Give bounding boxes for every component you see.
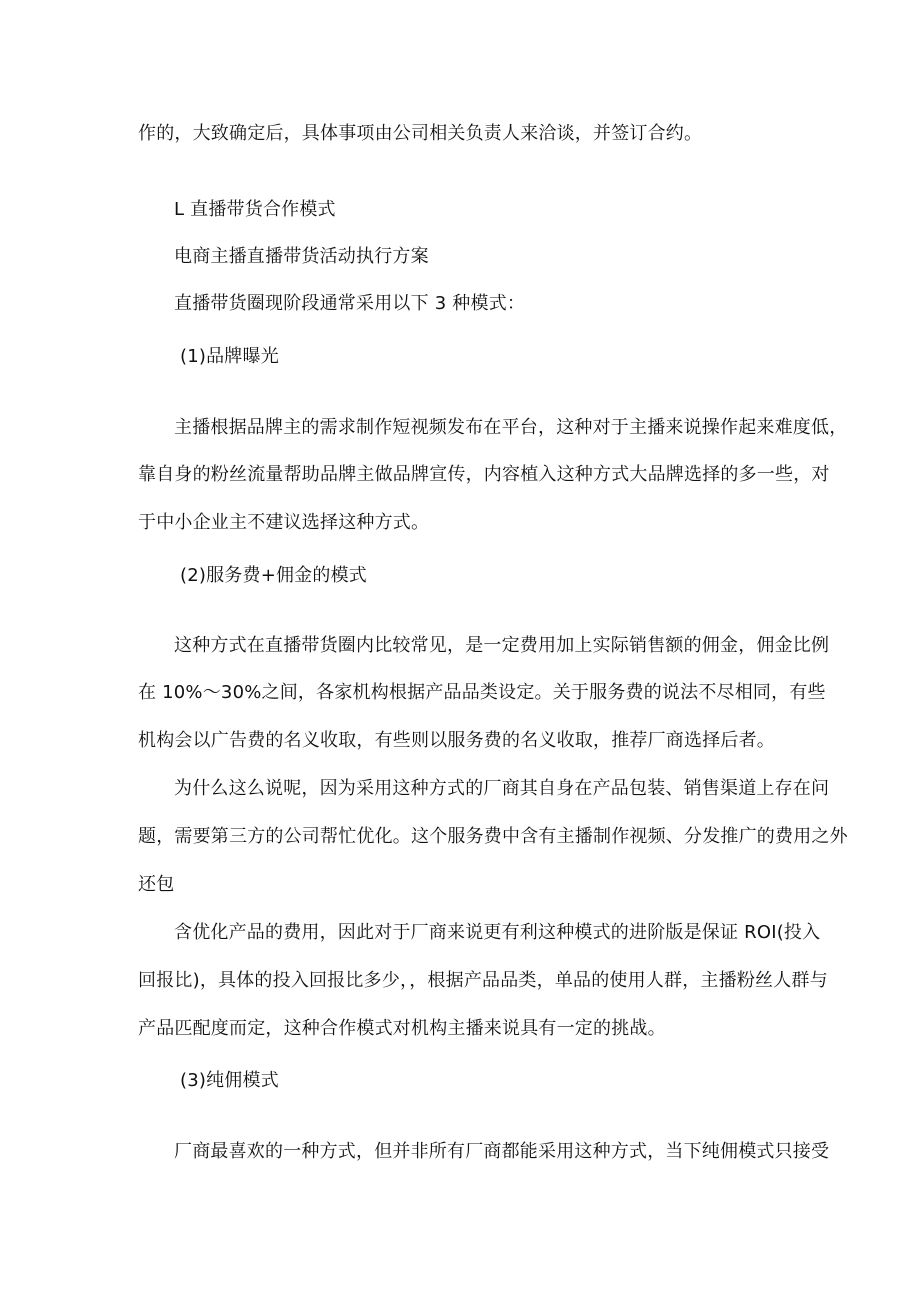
paragraph-line: 厂商最喜欢的一种方式，但并非所有厂商都能采用这种方式，当下纯佣模式只接受 bbox=[174, 1141, 830, 1162]
paragraph-line: 还包 bbox=[138, 874, 175, 895]
paragraph-line: 题，需要第三方的公司帮忙优化。这个服务费中含有主播制作视频、分发推广的费用之外 bbox=[138, 826, 848, 847]
subheading-brand-exposure: (1)品牌曝光 bbox=[180, 346, 279, 367]
paragraph-line: 作的，大致确定后，具体事项由公司相关负责人来洽谈，并签订合约。 bbox=[138, 123, 703, 144]
paragraph-line: 含优化产品的费用，因此对于厂商来说更有利这种模式的进阶版是保证 ROI(投入 bbox=[174, 922, 821, 943]
paragraph-line: 这种方式在直播带货圈内比较常见，是一定费用加上实际销售额的佣金，佣金比例 bbox=[174, 635, 830, 656]
paragraph-line: 在 10%～30%之间，各家机构根据产品品类设定。关于服务费的说法不尽相同，有些 bbox=[138, 682, 826, 703]
document-title: 电商主播直播带货活动执行方案 bbox=[174, 246, 429, 267]
paragraph-line: 为什么这么说呢，因为采用这种方式的厂商其自身在产品包装、销售渠道上存在问 bbox=[174, 778, 830, 799]
paragraph-line: 于中小企业主不建议选择这种方式。 bbox=[138, 512, 430, 533]
paragraph-line: 机构会以广告费的名义收取，有些则以服务费的名义收取，推荐厂商选择后者。 bbox=[138, 730, 775, 751]
subheading-pure-commission: (3)纯佣模式 bbox=[180, 1070, 279, 1091]
subheading-service-fee: (2)服务费+佣金的模式 bbox=[180, 565, 367, 586]
paragraph-line: 回报比)，具体的投入回报比多少，，根据产品品类，单品的使用人群，主播粉丝人群与 bbox=[138, 970, 828, 991]
paragraph-line: 产品匹配度而定，这种合作模式对机构主播来说具有一定的挑战。 bbox=[138, 1018, 666, 1039]
paragraph-line: 直播带货圈现阶段通常采用以下 3 种模式： bbox=[174, 293, 526, 314]
section-heading: L 直播带货合作模式 bbox=[174, 199, 336, 220]
paragraph-line: 主播根据品牌主的需求制作短视频发布在平台，这种对于主播来说操作起来难度低， bbox=[174, 417, 848, 438]
paragraph-line: 靠自身的粉丝流量帮助品牌主做品牌宣传，内容植入这种方式大品牌选择的多一些，对 bbox=[138, 464, 830, 485]
